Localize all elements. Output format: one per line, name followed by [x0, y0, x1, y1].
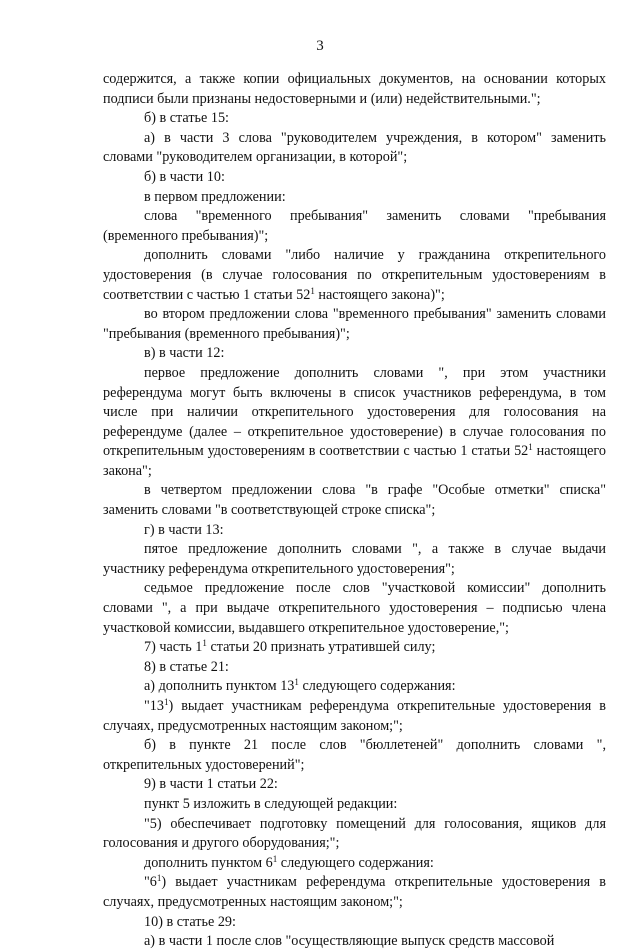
paragraph [103, 854, 606, 874]
text-run: дополнить пунктом 6 [144, 854, 273, 871]
text-run: 10) в статье 29: [144, 913, 236, 930]
text-run: "5) обеспечивает подготовку помещений для голосования, ящиков для голосования и другого оборудования;"; [103, 815, 606, 852]
superscript: 1 [272, 853, 278, 864]
text-run: пункт 5 изложить в следующей редакции: [144, 795, 398, 812]
text-run: следующего содержания: [277, 854, 434, 871]
superscript: 1 [310, 285, 315, 296]
text-run: статьи 20 признать утратившей силу; [206, 639, 436, 656]
paragraph [103, 129, 606, 168]
paragraph [103, 207, 606, 246]
text-run: в первом предложении: [144, 188, 286, 205]
document-body [103, 70, 606, 952]
text-run: 7) часть 1 [144, 639, 203, 656]
text-run: настоящего закона"; [103, 443, 606, 479]
superscript: 1 [163, 697, 169, 707]
text-run: а) в части 1 после слов "осуществляющие выпуск средств массовой [144, 933, 555, 950]
paragraph [103, 677, 606, 697]
paragraph [103, 775, 606, 795]
paragraph [103, 305, 606, 344]
paragraph [103, 168, 606, 188]
paragraph [103, 481, 606, 520]
paragraph [103, 815, 606, 854]
paragraph [103, 246, 606, 305]
text-run: в) в части 12: [144, 345, 225, 362]
paragraph [103, 873, 606, 912]
text-run: б) в части 10: [144, 168, 225, 185]
paragraph [103, 344, 606, 364]
text-run: в четвертом предложении слова "в графе "Особые отметки" списка" заменить словами "в соответствующей строке списка"; [103, 482, 606, 519]
superscript: 1 [528, 442, 533, 453]
text-run: первое предложение дополнить словами ", при этом участники референдума могут быть включены в список участников референдума, в том числе при наличии открепительного удостоверения для голосования на референдуме (далее – открепительное удостоверение) в случае голосования по открепительным удостоверениям в соответствии с частью 1 статьи 52 [103, 364, 606, 460]
superscript: 1 [156, 873, 162, 884]
text-run: ) выдает участникам референдума открепительные удостоверения в случаях, предусмотренных настоящим законом;"; [103, 698, 606, 734]
text-run: а) в части 3 слова "руководителем учреждения, в котором" заменить словами "руководителем организации, в которой"; [103, 129, 606, 166]
paragraph [103, 188, 606, 208]
text-run: 8) в статье 21: [144, 658, 229, 675]
superscript: 1 [202, 638, 207, 649]
text-run: настоящего закона)"; [314, 286, 445, 303]
paragraph [103, 364, 606, 482]
text-run: ) выдает участникам референдума открепительные удостоверения в случаях, предусмотренных настоящим законом;"; [103, 874, 606, 910]
paragraph [103, 70, 606, 109]
text-run: г) в части 13: [144, 521, 224, 538]
paragraph [103, 932, 606, 952]
text-run: дополнить словами "либо наличие у гражданина открепительного удостоверения (в случае голосования по открепительным удостоверениям в соответствии с частью 1 статьи 52 [103, 247, 606, 303]
superscript: 1 [294, 677, 299, 688]
text-run: б) в статье 15: [144, 110, 229, 127]
page-number: 3 [316, 38, 324, 54]
text-run: следующего содержания: [298, 678, 456, 695]
paragraph [103, 795, 606, 815]
paragraph [103, 697, 606, 736]
paragraph [103, 521, 606, 541]
paragraph [103, 540, 606, 579]
text-run: содержится, а также копии официальных документов, на основании которых подписи были признаны недостоверными и (или) недействительными."; [103, 71, 606, 107]
paragraph [103, 658, 606, 678]
text-run: б) в пункте 21 после слов "бюллетеней" дополнить словами ", открепительных удостоверений"; [103, 737, 606, 773]
text-run: во втором предложении слова "временного пребывания" заменить словами "пребывания (временного пребывания)"; [103, 306, 606, 342]
text-run: пятое предложение дополнить словами ", а также в случае выдачи участнику референдума открепительного удостоверения"; [103, 541, 606, 577]
text-run: 9) в части 1 статьи 22: [144, 776, 278, 793]
paragraph [103, 913, 606, 933]
paragraph [103, 638, 606, 658]
paragraph [103, 109, 606, 129]
paragraph [103, 736, 606, 775]
text-run: "6 [144, 874, 157, 891]
text-run: слова "временного пребывания" заменить словами "пребывания (временного пребывания)"; [103, 208, 606, 244]
text-run: "13 [144, 698, 164, 714]
text-run: а) дополнить пунктом 13 [144, 678, 295, 695]
paragraph [103, 579, 606, 638]
text-run: седьмое предложение после слов "участковой комиссии" дополнить словами ", а при выдаче открепительного удостоверения – подписью члена участковой комиссии, выдавшего открепительное удостоверение,"; [103, 580, 606, 636]
